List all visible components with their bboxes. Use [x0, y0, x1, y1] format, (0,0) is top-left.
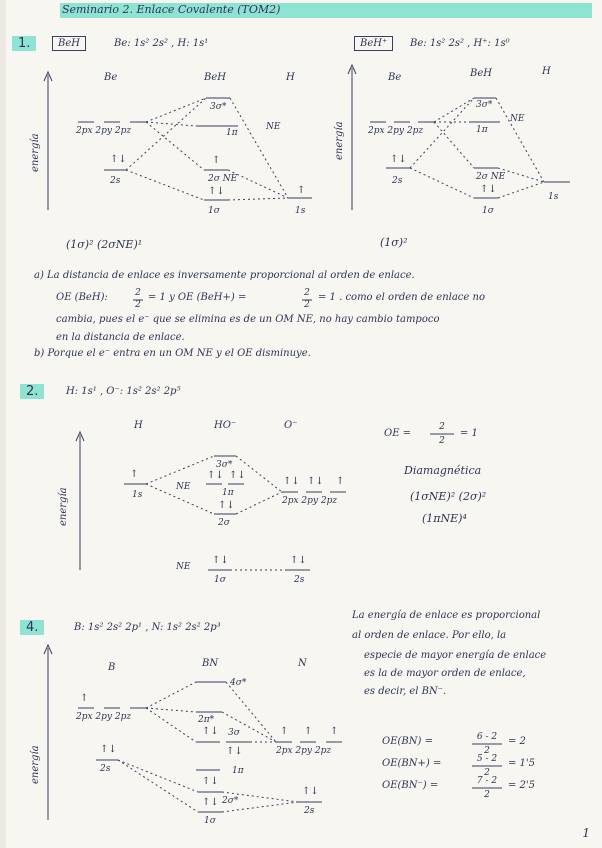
electrons-2s-l-4: ↑↓ [100, 744, 117, 755]
answer-a-line2b: = 1 y OE (BeH+) = [148, 292, 247, 303]
section-number-1: 1. [12, 36, 36, 51]
page-number: 1 [582, 826, 590, 840]
orb-2pxyz-2: 2px 2py 2pz [282, 496, 338, 506]
electrons-2py-4: ↑ [304, 726, 313, 737]
col-label-h: H [286, 72, 295, 83]
orb-ne2-2: NE [176, 562, 191, 572]
orb-3s-1r: 3σ* [476, 100, 493, 110]
orb-3s-4: 3σ [228, 728, 240, 738]
config-ho: H: 1s¹ , O⁻: 1s² 2s² 2p⁵ [66, 386, 181, 397]
col-label-o: O⁻ [284, 420, 298, 431]
electrons-1pi-b-2: ↑↓ [229, 470, 246, 481]
mo-connectors-1r [410, 98, 544, 198]
frac1-num: 2 [135, 288, 141, 298]
col-label-bn: BN [202, 658, 219, 669]
electrons-1pi-b-4: ↑↓ [226, 746, 243, 757]
frac2-den: 2 [304, 300, 310, 310]
oe-den-2: 2 [439, 436, 445, 446]
col-label-ho: HO⁻ [214, 420, 237, 431]
section-number-4: 4. [20, 620, 44, 635]
col-label-b: B [108, 662, 116, 673]
molecule-box-behplus: BeH⁺ [354, 36, 393, 51]
orb-2sigma-1r: 2σ NE [476, 172, 506, 182]
oe-bn-den: 2 [484, 746, 490, 756]
orb-1s-1l: 1s [295, 206, 306, 216]
electrons-2s-r-4: ↑↓ [302, 786, 319, 797]
orb-1sigma-1l: 1σ [208, 206, 220, 216]
col-label-be-r: Be [388, 72, 402, 83]
oe-bnplus-den: 2 [484, 768, 490, 778]
oe-bn-num: 6 - 2 [476, 732, 498, 742]
orb-2s-r-4: 2s [304, 806, 315, 816]
orb-1s-2: 1s [132, 490, 143, 500]
result-config-behplus: (1σ)² [380, 236, 408, 249]
electrons-2sigma-a-4: ↑↓ [202, 776, 219, 787]
config-beh: Be: 1s² 2s² , H: 1s¹ [114, 38, 209, 49]
orb-1pi-1l: 1π [226, 128, 238, 138]
orb-2sigma-4: 2σ* [222, 796, 239, 806]
oe-num-2: 2 [439, 422, 445, 432]
config-result-2a: (1σNE)² (2σ)² [410, 490, 487, 503]
electrons-1sigma-2: ↑↓ [212, 555, 229, 566]
energy-label-2: energía [58, 487, 69, 526]
orb-2sigma-1l: 2σ NE [208, 174, 238, 184]
orb-ne-2: NE [176, 482, 191, 492]
electrons-2s-1r: ↑↓ [390, 154, 407, 165]
electrons-1pi-a-4: ↑↓ [202, 726, 219, 737]
orb-1s-1r: 1s [548, 192, 559, 202]
oe-label-2: OE = [384, 428, 412, 439]
orb-ne-1r: NE [510, 114, 525, 124]
orb-3s-2: 3σ* [216, 460, 233, 470]
answer-b: b) Porque el e⁻ entra en un OM NE y el OE disminuye. [34, 348, 311, 359]
col-label-n: N [298, 658, 307, 669]
mo-connectors-1l [126, 98, 288, 200]
orb-4s-4: 4σ* [230, 678, 247, 688]
col-label-beh: BeH [204, 72, 226, 83]
orb-1pi-2: 1π [222, 488, 234, 498]
electrons-2s-2: ↑↓ [290, 555, 307, 566]
orb-2s-l-4: 2s [100, 764, 111, 774]
energy-label-1r: energía [334, 121, 345, 160]
oe-bnplus-label: OE(BN+) = [382, 758, 442, 769]
result-config-beh: (1σ)² (2σNE)¹ [66, 238, 143, 251]
orb-1pi-4: 1π [232, 766, 244, 776]
oe-bnminus-result: = 2'5 [508, 780, 536, 791]
text4-line4: es la de mayor orden de enlace, [364, 668, 526, 679]
oe-bnminus-num: 7 - 2 [476, 776, 498, 786]
orb-2sigma-2: 2σ [218, 518, 230, 528]
config-behplus: Be: 1s² 2s² , H⁺: 1s⁰ [410, 38, 510, 49]
answer-a-line1: a) La distancia de enlace es inversamente proporcional al orden de enlace. [34, 270, 415, 281]
electrons-2py-2: ↑↓ [307, 476, 324, 487]
orb-2pxyz-r-4: 2px 2py 2pz [276, 746, 332, 756]
electrons-1s-2: ↑ [130, 469, 139, 480]
orb-2pxyz-1l: 2px 2py 2pz [76, 126, 132, 136]
electrons-1sigma-1l: ↑↓ [208, 186, 225, 197]
frac1-den: 2 [135, 300, 141, 310]
oe-bn-result: = 2 [508, 736, 526, 747]
orb-1sigma-2: 1σ [214, 575, 226, 585]
orb-2s-1l: 2s [110, 176, 121, 186]
magnetic-property: Diamagnética [404, 464, 482, 477]
col-label-h-2: H [134, 420, 143, 431]
text4-line3: especie de mayor energía de enlace [364, 650, 547, 661]
config-result-2b: (1πNE)⁴ [422, 512, 467, 525]
energy-label-4: energía [30, 745, 41, 784]
electrons-2sigma-1l: ↑ [212, 155, 221, 166]
orb-2pi-4: 2π* [198, 715, 215, 725]
electrons-2px-2: ↑↓ [283, 476, 300, 487]
electrons-2sigma-b-4: ↑↓ [202, 797, 219, 808]
orb-2pxyz-l-4: 2px 2py 2pz [76, 712, 132, 722]
orb-2s-1r: 2s [392, 176, 403, 186]
answer-a-line3: cambia, pues el e⁻ que se elimina es de un OM NE, no hay cambio tampoco [56, 314, 440, 325]
text4-line1: La energía de enlace es proporcional [352, 610, 541, 621]
electrons-2s-1l: ↑↓ [110, 154, 127, 165]
electrons-2px-4: ↑ [280, 726, 289, 737]
electrons-1s-1l: ↑ [297, 185, 306, 196]
text4-line2: al orden de enlace. Por ello, la [352, 630, 507, 641]
electrons-2sigma-2: ↑↓ [218, 500, 235, 511]
orb-1sigma-1r: 1σ [482, 206, 494, 216]
electrons-2pz-2: ↑ [336, 476, 345, 487]
electrons-1pi-a-2: ↑↓ [207, 470, 224, 481]
oe-result-2: = 1 [460, 428, 478, 439]
orb-1sigma-4: 1σ [204, 816, 216, 826]
electrons-1sigma-1r: ↑↓ [480, 184, 497, 195]
oe-bnminus-den: 2 [484, 790, 490, 800]
answer-a-line2a: OE (BeH): [56, 292, 108, 303]
config-bn: B: 1s² 2s² 2p¹ , N: 1s² 2s² 2p³ [74, 622, 221, 633]
orb-2s-2: 2s [294, 575, 305, 585]
col-label-be: Be [104, 72, 118, 83]
oe-bnminus-label: OE(BN⁻) = [382, 780, 439, 791]
orb-ne-1l: NE [266, 122, 281, 132]
col-label-beh-r: BeH [470, 68, 492, 79]
answer-a-line2c: = 1 . como el orden de enlace no [318, 292, 485, 303]
page-title: Seminario 2. Enlace Covalente (TOM2) [62, 3, 281, 16]
electrons-2pz-4: ↑ [330, 726, 339, 737]
energy-label-1l: energía [30, 133, 41, 172]
oe-bnplus-result: = 1'5 [508, 758, 536, 769]
orb-2pxyz-1r: 2px 2py 2pz [368, 126, 424, 136]
section-number-2: 2. [20, 384, 44, 399]
text4-line5: es decir, el BN⁻. [364, 686, 447, 697]
orb-1pi-1r: 1π [476, 125, 488, 135]
oe-bn-label: OE(BN) = [382, 736, 433, 747]
orb-3s-1l: 3σ* [210, 102, 227, 112]
frac2-num: 2 [304, 288, 310, 298]
answer-a-line4: en la distancia de enlace. [56, 332, 185, 343]
col-label-h-r: H [542, 66, 551, 77]
molecule-box-beh: BeH [52, 36, 86, 51]
oe-bnplus-num: 5 - 2 [476, 754, 498, 764]
electrons-2p-4: ↑ [80, 693, 89, 704]
